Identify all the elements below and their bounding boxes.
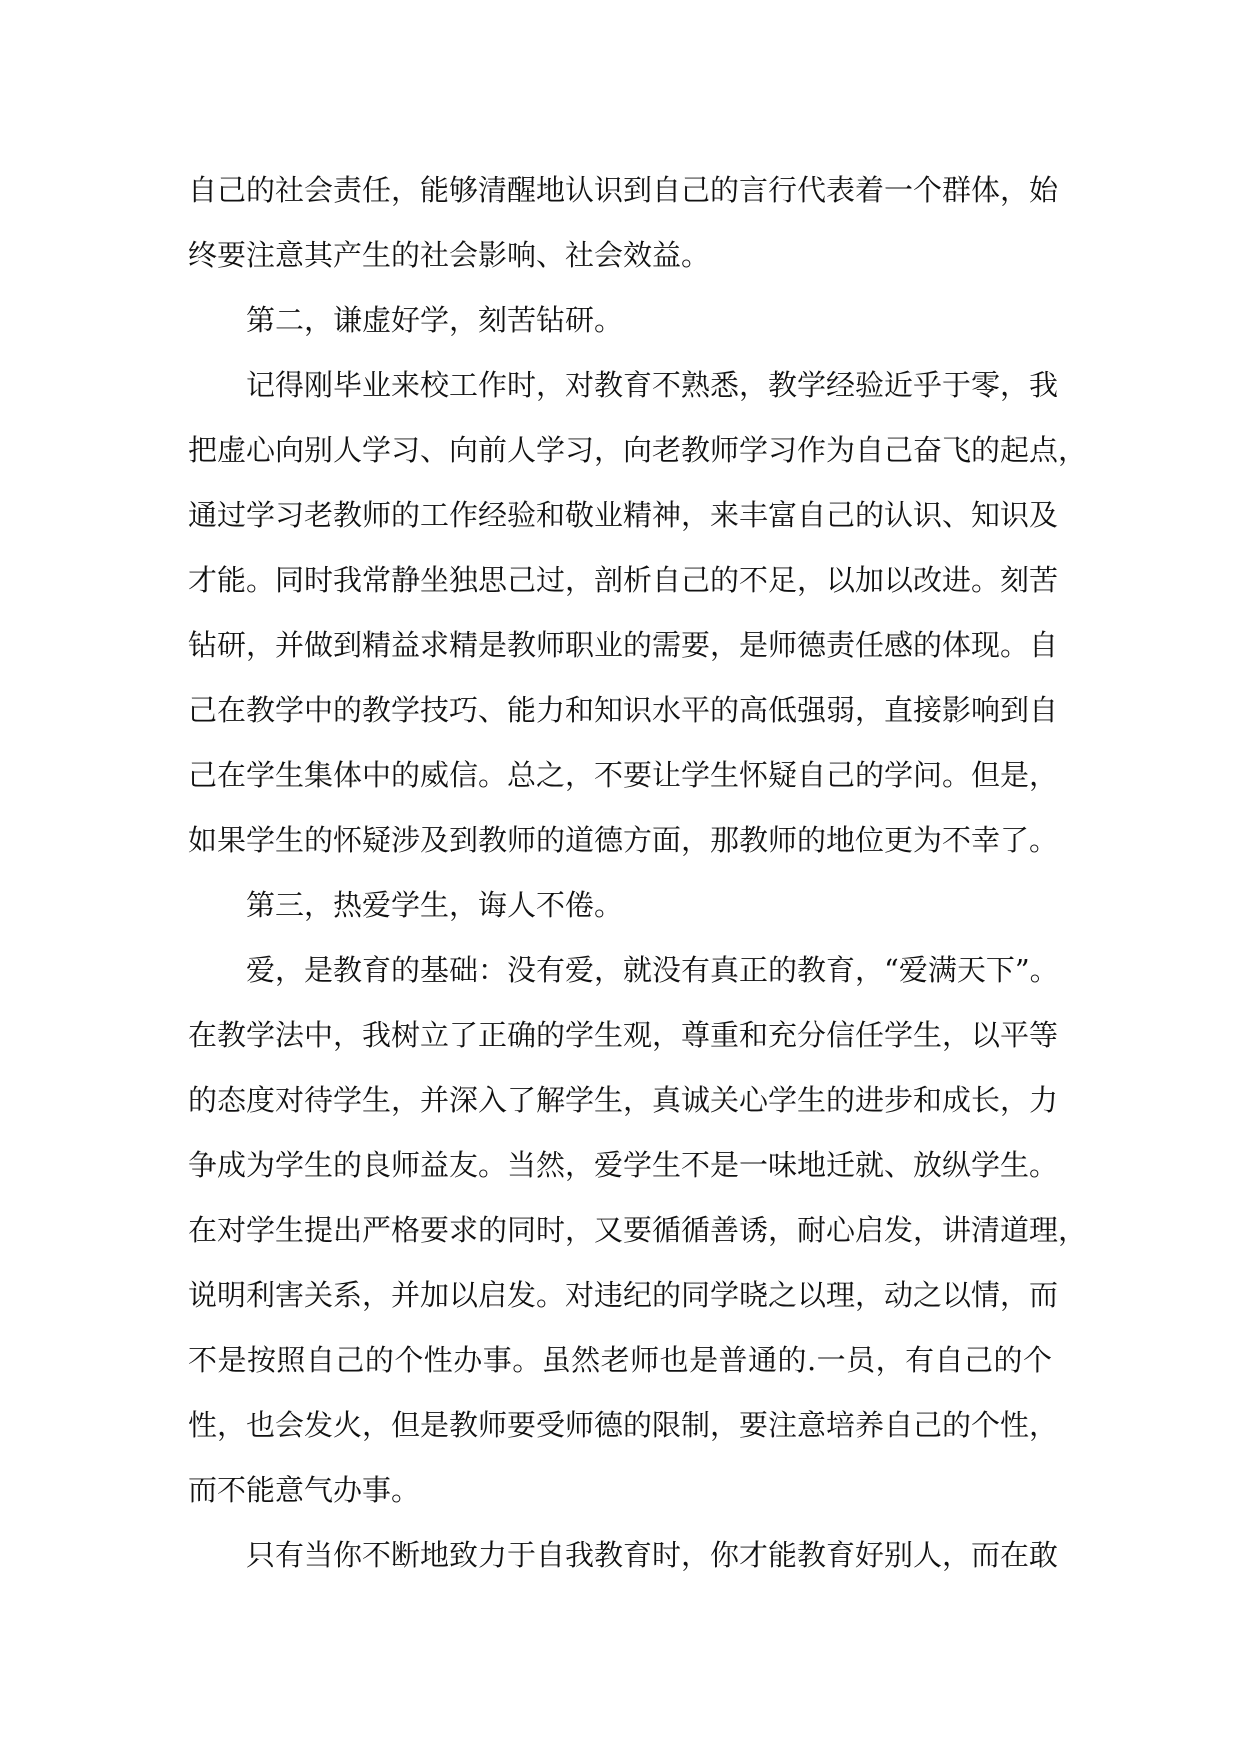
text-line: 不是按照自己的个性办事。虽然老师也是普通的.一员，有自己的个 (188, 1343, 1052, 1377)
text-line: 在对学生提出严格要求的同时，又要循循善诱，耐心启发，讲清道理， (188, 1213, 1088, 1247)
text-line: 说明利害关系，并加以启发。对违纪的同学晓之以理，动之以情，而 (188, 1278, 1059, 1312)
text-line: 争成为学生的良师益友。当然，爱学生不是一味地迁就、放纵学生。 (188, 1148, 1059, 1182)
text-line: 钻研，并做到精益求精是教师职业的需要，是师德责任感的体现。自 (188, 628, 1059, 662)
text-line: 才能。同时我常静坐独思己过，剖析自己的不足，以加以改进。刻苦 (188, 563, 1059, 597)
text-line: 终要注意其产生的社会影响、社会效益。 (188, 238, 711, 272)
text-line: 己在教学中的教学技巧、能力和知识水平的高低强弱，直接影响到自 (188, 693, 1059, 727)
text-line: 在教学法中，我树立了正确的学生观，尊重和充分信任学生，以平等 (188, 1018, 1059, 1052)
document-body (188, 158, 1088, 1588)
text-line: 的态度对待学生，并深入了解学生，真诚关心学生的进步和成长，力 (188, 1083, 1059, 1117)
text-line: 性，也会发火，但是教师要受师德的限制，要注意培养自己的个性， (188, 1408, 1059, 1442)
text-line: 第二，谦虚好学，刻苦钻研。 (246, 303, 624, 337)
text-line: 自己的社会责任，能够清醒地认识到自己的言行代表着一个群体，始 (188, 173, 1059, 207)
text-line: 把虚心向别人学习、向前人学习，向老教师学习作为自己奋飞的起点， (188, 433, 1088, 467)
text-line: 如果学生的怀疑涉及到教师的道德方面，那教师的地位更为不幸了。 (188, 823, 1059, 857)
text-line: 爱，是教育的基础：没有爱，就没有真正的教育，“爱满天下”。 (246, 953, 1059, 987)
text-line: 而不能意气办事。 (188, 1473, 421, 1507)
text-line: 记得刚毕业来校工作时，对教育不熟悉，教学经验近乎于零，我 (246, 368, 1059, 402)
text-line: 通过学习老教师的工作经验和敬业精神，来丰富自己的认识、知识及 (188, 498, 1059, 532)
text-line: 己在学生集体中的威信。总之，不要让学生怀疑自己的学问。但是， (188, 758, 1059, 792)
text-line: 第三，热爱学生，诲人不倦。 (246, 888, 624, 922)
text-line: 只有当你不断地致力于自我教育时，你才能教育好别人，而在敢 (246, 1538, 1059, 1572)
